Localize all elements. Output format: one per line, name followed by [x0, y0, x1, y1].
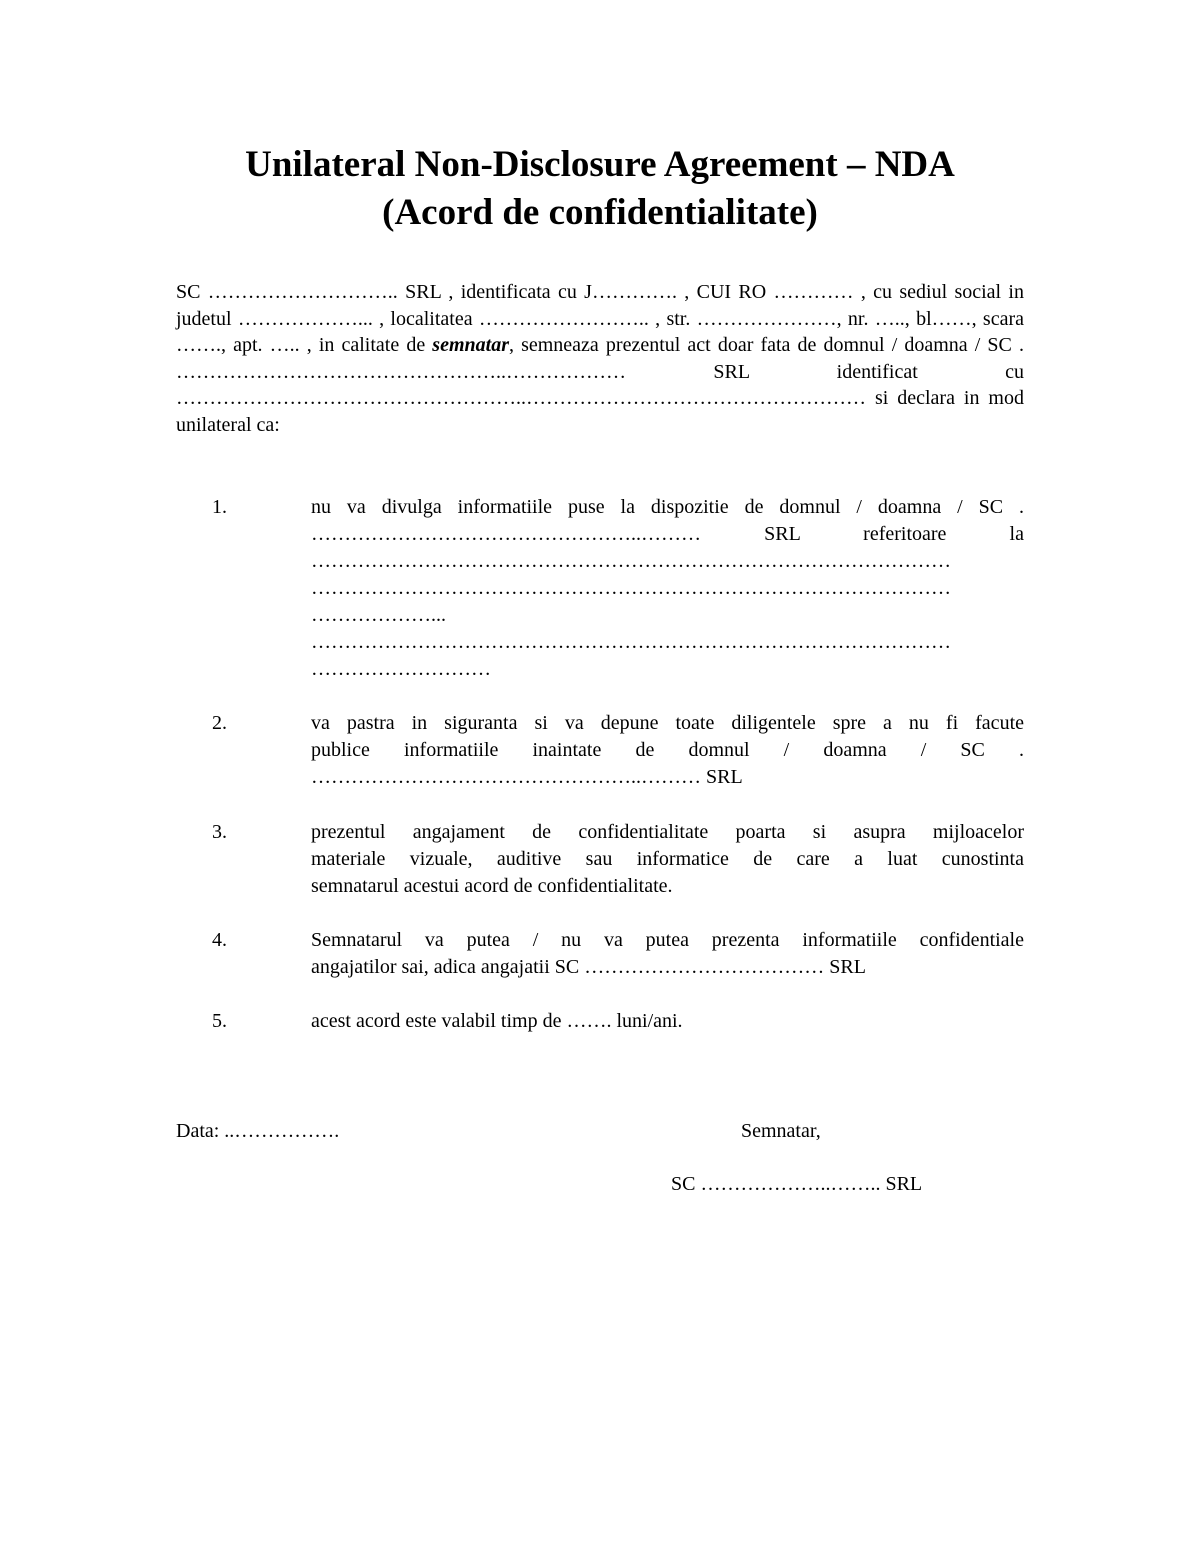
document-title: Unilateral Non-Disclosure Agreement – NDA	[245, 144, 955, 185]
list-item-line: va pastra in siguranta si va depune toate diligentele spre a nu fi facute	[311, 712, 1024, 734]
list-item-number: 5.	[212, 1010, 227, 1032]
list-item-body	[311, 1008, 1024, 1035]
list-item-line: ………………………	[311, 658, 491, 680]
document-subtitle: (Acord de confidentialitate)	[382, 192, 818, 233]
list-item-line: ………………...	[311, 604, 446, 626]
list-item-line: ……………………………………………………………………………………	[311, 550, 951, 572]
list-item-body	[311, 494, 1024, 683]
list-item-3	[176, 819, 1024, 900]
list-item-2	[176, 710, 1024, 791]
list-item-line: Semnatarul va putea / nu va putea prezenta informatiile confidentiale	[311, 929, 1024, 951]
signatory-label: Semnatar,	[741, 1120, 821, 1142]
list-item-line: prezentul angajament de confidentialitate poarta si asupra mijloacelor	[311, 821, 1024, 843]
list-item-line: …………………………………………..……… SRL referitoare la	[311, 523, 1024, 545]
list-item-line: ……………………………………………………………………………………	[311, 631, 951, 653]
list-item-5	[176, 1008, 1024, 1035]
list-item-line: ……………………………………………………………………………………	[311, 577, 951, 599]
intro-bold-word: semnatar	[432, 334, 509, 357]
signatory-company: SC ………………..…….. SRL	[671, 1173, 923, 1195]
list-item-body	[311, 927, 1024, 981]
list-item-line: …………………………………………..……… SRL	[311, 766, 743, 788]
list-item-number: 1.	[212, 496, 227, 518]
list-item-line: acest acord este valabil timp de ……. luni/ani.	[311, 1010, 683, 1032]
list-item-line: publice informatiile inaintate de domnul / doamna / SC .	[311, 739, 1024, 761]
intro-text-start: SC ……………………….. SRL , identificata cu J…………. , CUI RO ………… , cu sediul social in judetul ………………... , localitatea …………………….. , str. …………………, nr. ….., bl……, scara ……., apt. ….. , in calitate de	[176, 281, 1024, 357]
list-item-1	[176, 494, 1024, 683]
list-item-body	[311, 819, 1024, 900]
list-item-line: semnatarul acestui acord de confidentialitate.	[311, 875, 673, 897]
list-item-number: 4.	[212, 929, 227, 951]
intro-text-end: , semneaza prezentul act doar fata de domnul / doamna / SC . …………………………………………..……………… SRL identificat cu ……………………………………………..…………………………………………… si declara in mod unilateral ca:	[176, 334, 1024, 436]
intro-paragraph	[176, 279, 1024, 439]
list-item-line: nu va divulga informatiile puse la dispozitie de domnul / doamna / SC .	[311, 496, 1024, 518]
list-item-4	[176, 927, 1024, 981]
list-item-number: 2.	[212, 712, 227, 734]
date-field: Data: ..…………….	[176, 1120, 340, 1142]
list-item-line: angajatilor sai, adica angajatii SC ……………………………… SRL	[311, 956, 866, 978]
list-item-body	[311, 710, 1024, 791]
list-item-number: 3.	[212, 821, 227, 843]
list-item-line: materiale vizuale, auditive sau informatice de care a luat cunostinta	[311, 848, 1024, 870]
